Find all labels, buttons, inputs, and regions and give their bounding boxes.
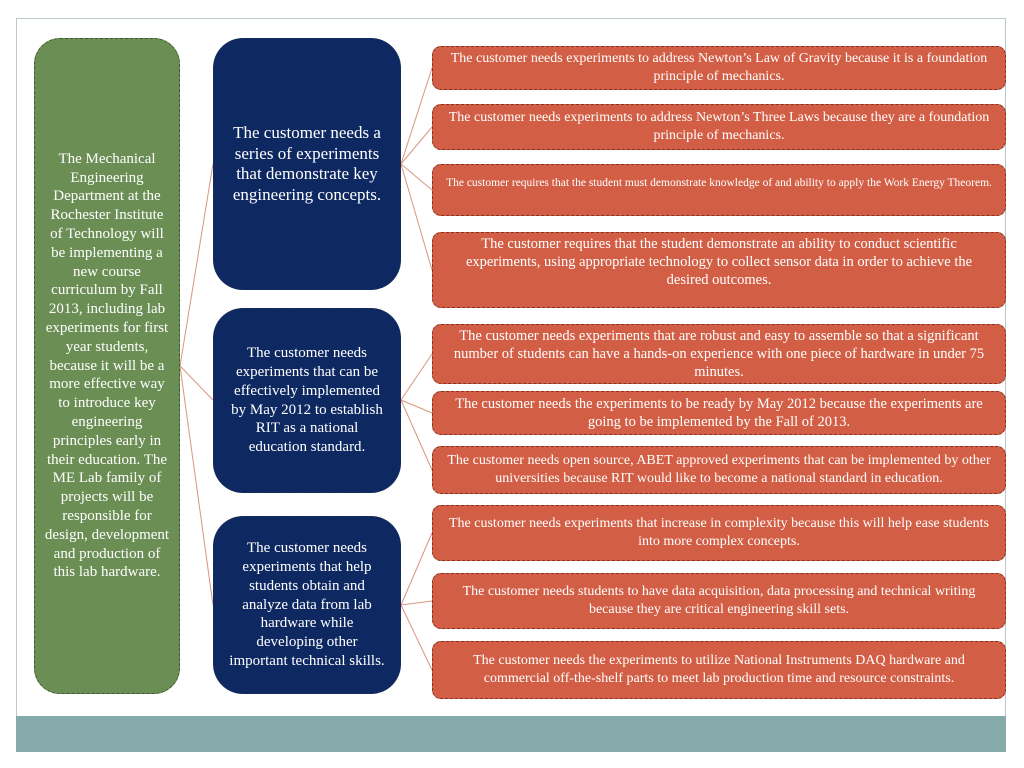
root-statement-box: [34, 38, 180, 694]
need-text-3: The customer needs experiments that help students obtain and analyze data from lab hardware while developing other important technical skills.: [229, 540, 385, 669]
detail-text-3-1: The customer needs experiments that increase in complexity because this will help ease students into more complex concepts.: [449, 515, 989, 549]
detail-box-1-3: [432, 164, 1006, 216]
detail-text-1-1: The customer needs experiments to address Newton’s Law of Gravity because it is a foundation principle of mechanics.: [450, 50, 988, 84]
need-box-1: [213, 38, 401, 290]
root-statement-text: The Mechanical Engineering Department at the Rochester Institute of Technology will be implementing a new course curriculum by Fall 2013, including lab experiments for first year students, because it will be a more effective way to introduce key engineering principles early in their education. The ME Lab family of projects will be responsible for design, development and production of this lab hardware.: [44, 150, 170, 581]
detail-text-1-4: The customer requires that the student demonstrate an ability to conduct scientific experiments, using appropriate technology to collect sensor data in order to achieve the desired outcomes.: [465, 235, 973, 289]
detail-text-2-2: The customer needs the experiments to be ready by May 2012 because the experiments are going to be implemented by the Fall of 2013.: [455, 395, 983, 430]
detail-text-2-1: The customer needs experiments that are robust and easy to assemble so that a significant number of students can have a hands-on experience with one piece of hardware in under 75 minutes.: [453, 327, 985, 381]
detail-box-2-3: [432, 446, 1006, 494]
detail-text-3-3: The customer needs the experiments to utilize National Instruments DAQ hardware and commercial off-the-shelf parts to meet lab production time and resource constraints.: [473, 652, 965, 686]
detail-box-3-3: [432, 641, 1006, 699]
need-text-1: The customer needs a series of experiments that demonstrate key engineering concepts.: [232, 123, 382, 204]
detail-box-3-2: [432, 573, 1006, 629]
detail-box-1-1: [432, 46, 1006, 90]
detail-box-1-4: [432, 232, 1006, 308]
detail-text-1-3: The customer requires that the student must demonstrate knowledge of and ability to apply the Work Energy Theorem.: [446, 176, 992, 189]
detail-text-2-3: The customer needs open source, ABET approved experiments that can be implemented by other universities because RIT would like to become a national standard in education.: [447, 452, 991, 486]
need-box-3: [213, 516, 401, 694]
detail-box-2-2: [432, 391, 1006, 435]
detail-box-3-1: [432, 505, 1006, 561]
detail-box-1-2: [432, 104, 1006, 150]
footer-band: [16, 716, 1006, 752]
detail-text-3-2: The customer needs students to have data acquisition, data processing and technical writing because they are critical engineering skill sets.: [462, 583, 976, 617]
detail-box-2-1: [432, 324, 1006, 384]
need-box-2: [213, 308, 401, 493]
need-text-2: The customer needs experiments that can be effectively implemented by May 2012 to establish RIT as a national education standard.: [231, 345, 383, 456]
detail-text-1-2: The customer needs experiments to address Newton’s Three Laws because they are a foundation principle of mechanics.: [448, 109, 990, 143]
